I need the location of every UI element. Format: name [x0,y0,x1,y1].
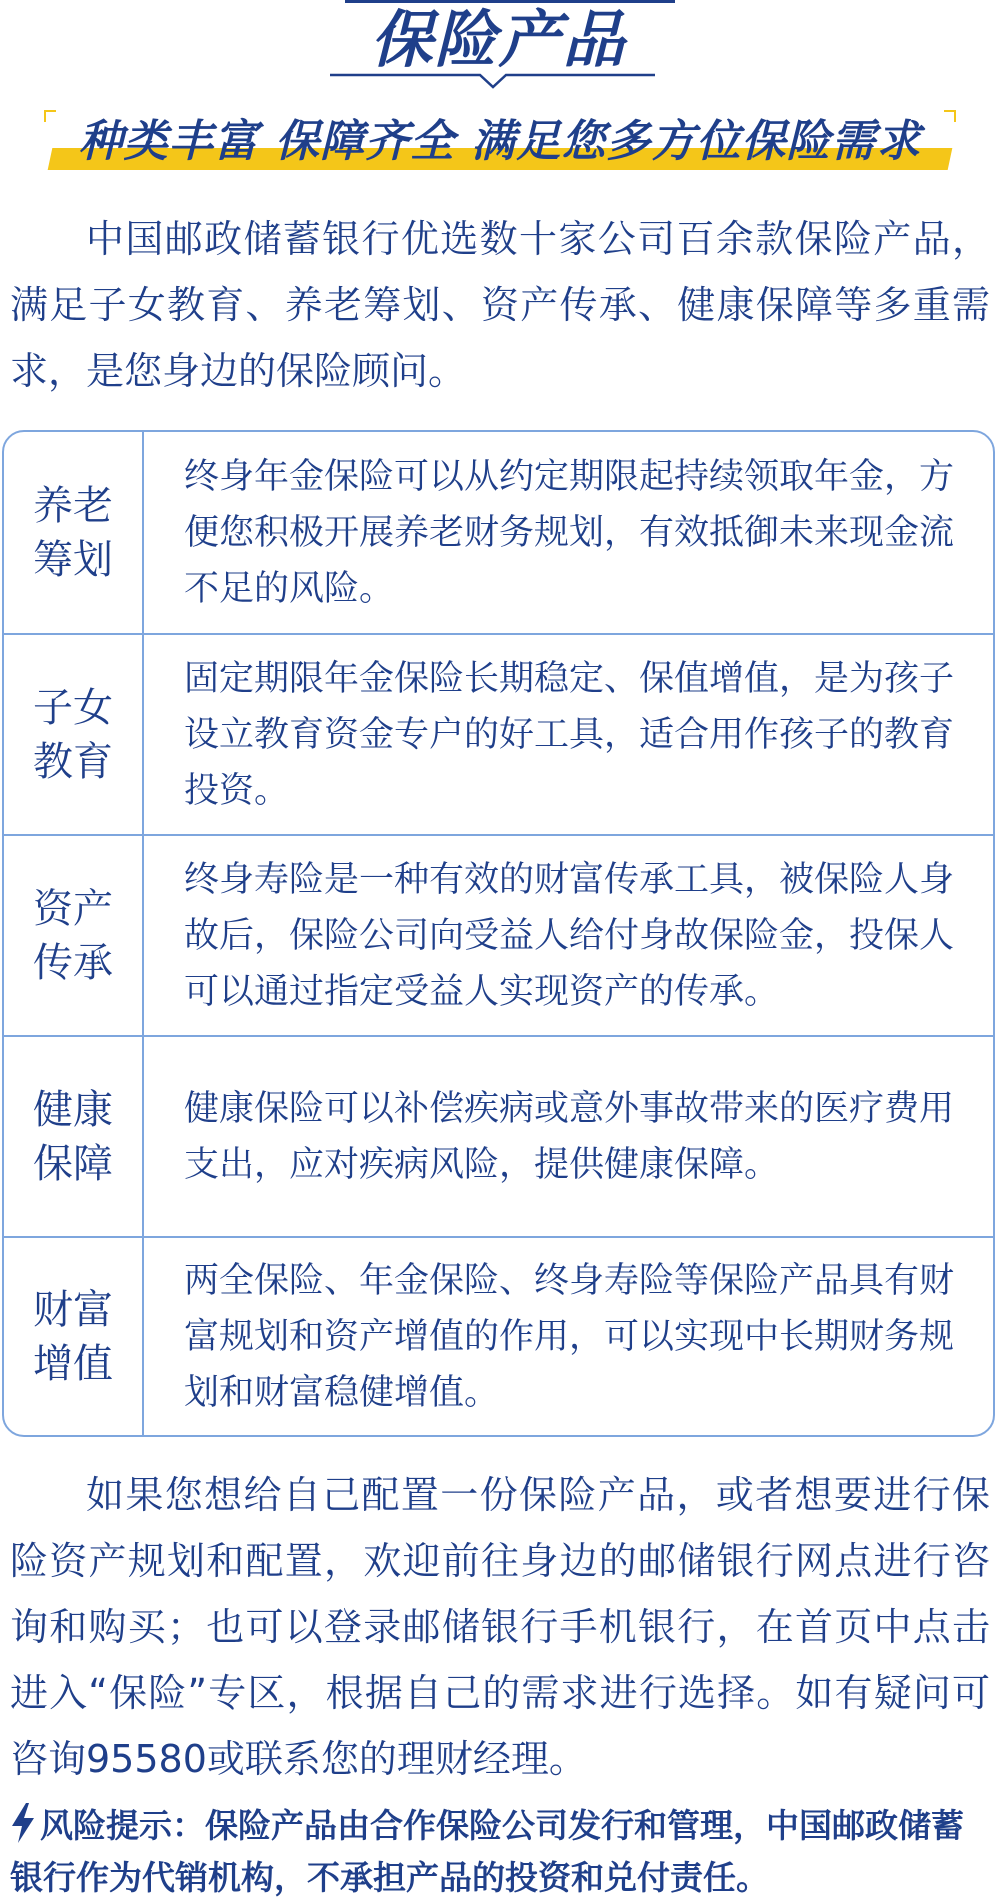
row-label: 子女教育 [33,684,113,785]
row-label: 养老筹划 [33,482,113,583]
page-header [0,0,997,110]
intro-paragraph: 中国邮政储蓄银行优选数十家公司百余款保险产品，满足子女教育、养老筹划、资产传承、健康保障等多重需求，是您身边的保险顾问。 [10,217,990,393]
table-row [4,432,993,633]
lightning-icon [10,1803,36,1843]
table-row [4,834,993,1035]
row-text-cell [184,432,984,633]
header-underline-arrow [0,66,997,96]
risk-notice [10,1800,990,1904]
subtitle-banner [44,104,956,180]
row-label-cell [4,1037,144,1236]
row-description: 健康保险可以补偿疾病或意外事故带来的医疗费用支出，应对疾病风险，提供健康保障。 [184,1088,955,1185]
row-text-cell [184,836,984,1035]
row-text-cell [184,635,984,834]
row-label-cell [4,1238,144,1435]
row-text-cell [184,1037,984,1236]
row-description: 终身寿险是一种有效的财富传承工具，被保险人身故后，保险公司向受益人给付身故保险金，投保人可以通过指定受益人实现资产的传承。 [184,859,955,1012]
row-label: 财富增值 [33,1286,113,1387]
row-description: 两全保险、年金保险、终身寿险等保险产品具有财富规划和资产增值的作用，可以实现中长期财务规划和财富稳健增值。 [184,1260,955,1413]
page-title: 保险产品 [370,3,627,76]
row-label-cell [4,432,144,633]
subtitle-text: 种类丰富 保障齐全 满足您多方位保险需求 [78,116,922,167]
row-label: 资产传承 [33,885,113,986]
table-row [4,1035,993,1236]
risk-text: 风险提示：保险产品由合作保险公司发行和管理，中国邮政储蓄银行作为代销机构，不承担产品的投资和兑付责任。 [10,1806,964,1897]
row-description: 固定期限年金保险长期稳定、保值增值，是为孩子设立教育资金专户的好工具，适合用作孩子的教育投资。 [184,658,955,811]
outro-paragraph: 如果您想给自己配置一份保险产品，或者想要进行保险资产规划和配置，欢迎前往身边的邮储银行网点进行咨询和购买；也可以登录邮储银行手机银行，在首页中点击进入“保险”专区，根据自己的需求进行选择。如有疑问可咨询95580或联系您的理财经理。 [10,1473,990,1781]
row-label-cell [4,635,144,834]
row-description: 终身年金保险可以从约定期限起持续领取年金，方便您积极开展养老财务规划，有效抵御未来现金流不足的风险。 [184,456,955,609]
table-row [4,1236,993,1435]
row-text-cell [184,1238,984,1435]
row-label-cell [4,836,144,1035]
product-table [2,430,995,1437]
table-row [4,633,993,834]
row-label: 健康保障 [33,1086,113,1187]
